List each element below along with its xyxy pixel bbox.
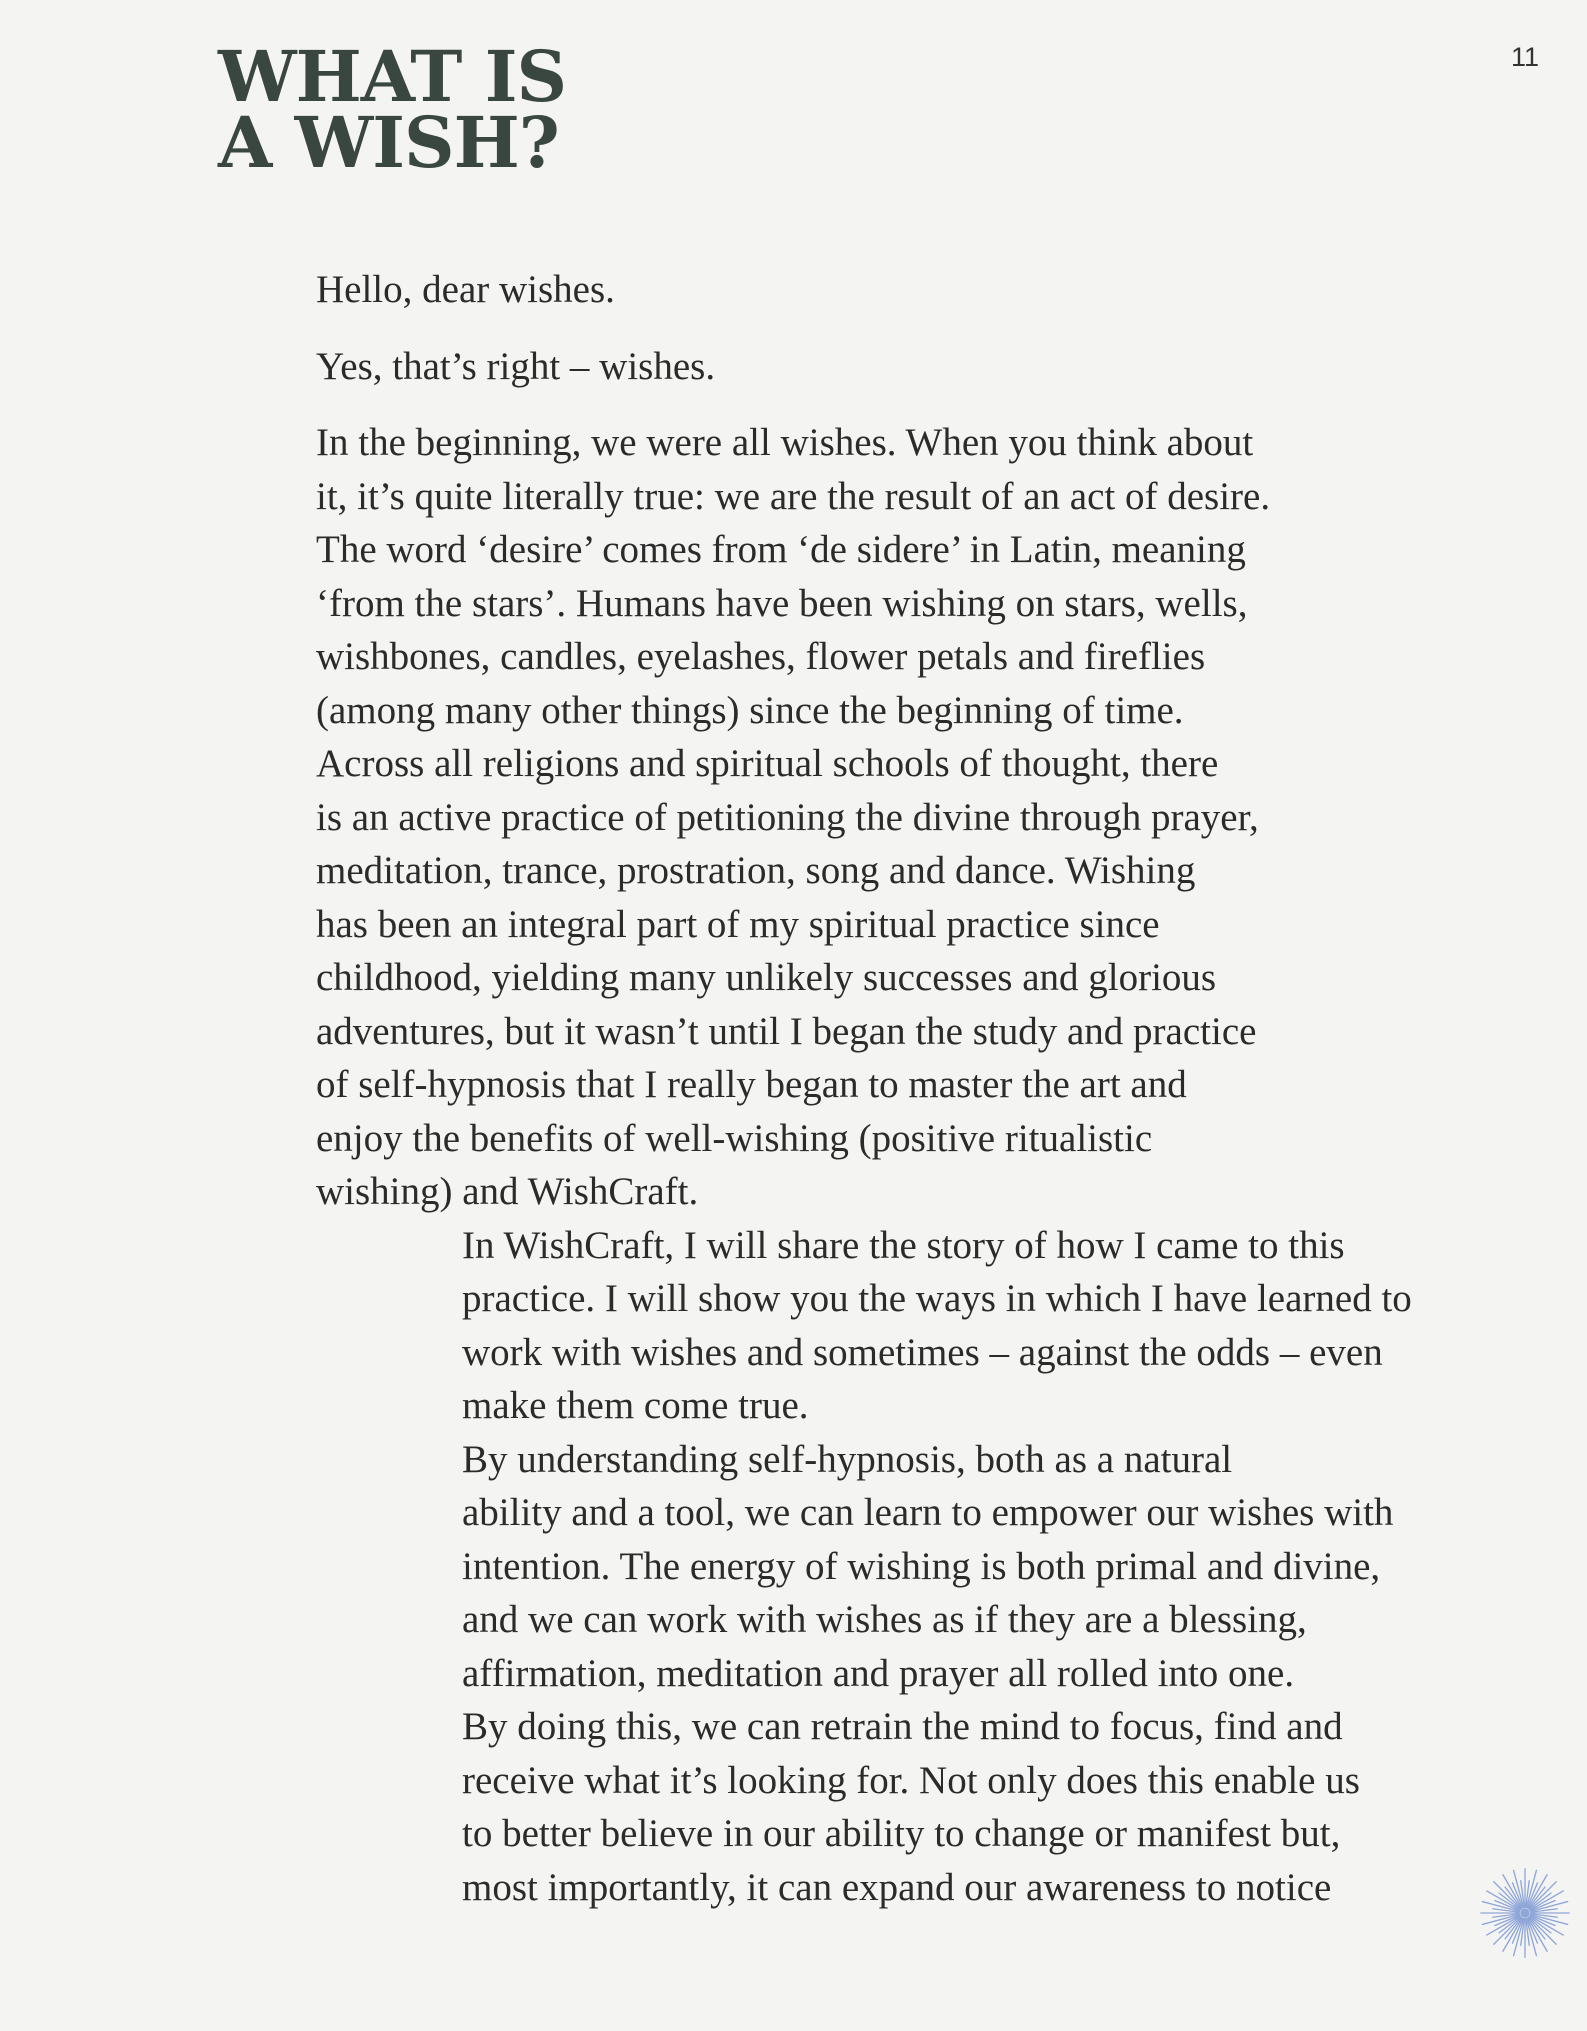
text-line: Hello, dear wishes.: [316, 268, 615, 311]
text-line: of self-hypnosis that I really began to master the art and: [316, 1063, 1187, 1106]
paragraph: [316, 1433, 1426, 1915]
text-line: make them come true.: [462, 1384, 809, 1427]
text-line: By doing this, we can retrain the mind to focus, find and: [462, 1705, 1343, 1748]
text-line: it, it’s quite literally true: we are the result of an act of desire.: [316, 474, 1271, 518]
text-line: most importantly, it can expand our awareness to notice: [462, 1865, 1332, 1909]
text-line: adventures, but it wasn’t until I began the study and practice: [316, 1009, 1257, 1053]
text-line: wishing) and WishCraft.: [316, 1170, 699, 1213]
text-line: enjoy the benefits of well-wishing (positive ritualistic: [316, 1116, 1153, 1160]
text-line: childhood, yielding many unlikely successes and glorious: [316, 956, 1217, 999]
page-title: [218, 35, 566, 184]
text-line: meditation, trance, prostration, song and dance. Wishing: [316, 849, 1196, 892]
text-line: work with wishes and sometimes – against the odds – even: [462, 1330, 1383, 1374]
body-text: [316, 240, 1426, 1914]
text-line: practice. I will show you the ways in which I have learned to: [462, 1277, 1412, 1320]
text-line: intention. The energy of wishing is both primal and divine,: [462, 1544, 1381, 1588]
text-line: has been an integral part of my spiritual practice since: [316, 902, 1160, 946]
text-line: receive what it’s looking for. Not only does this enable us: [462, 1758, 1360, 1802]
text-line: and we can work with wishes as if they are a blessing,: [462, 1598, 1307, 1641]
text-line: The word ‘desire’ comes from ‘de sidere’ in Latin, meaning: [316, 528, 1246, 571]
text-line: is an active practice of petitioning the divine through prayer,: [316, 795, 1259, 839]
paragraph: [316, 1219, 1426, 1433]
text-line: ability and a tool, we can learn to empower our wishes with: [462, 1491, 1394, 1534]
text-line: wishbones, candles, eyelashes, flower petals and fireflies: [316, 635, 1206, 678]
page-title-line-1: WHAT IS: [218, 35, 566, 118]
text-line: affirmation, meditation and prayer all rolled into one.: [462, 1651, 1295, 1695]
text-line: In WishCraft, I will share the story of how I came to this: [462, 1223, 1345, 1267]
text-line: In the beginning, we were all wishes. When you think about: [316, 421, 1254, 464]
paragraph: [316, 416, 1426, 1219]
text-line: By understanding self-hypnosis, both as a natural: [462, 1437, 1233, 1481]
paragraph: [316, 340, 1426, 394]
text-line: ‘from the stars’. Humans have been wishing on stars, wells,: [316, 581, 1248, 625]
page-number: 11: [1510, 42, 1539, 72]
text-line: to better believe in our ability to change or manifest but,: [462, 1812, 1341, 1855]
text-line: (among many other things) since the beginning of time.: [316, 688, 1184, 732]
starburst-icon: [1477, 1865, 1573, 1961]
text-line: Yes, that’s right – wishes.: [316, 344, 716, 388]
text-line: Across all religions and spiritual schools of thought, there: [316, 742, 1219, 785]
paragraph: [316, 263, 1426, 317]
page-title-line-2: A WISH?: [218, 101, 559, 184]
